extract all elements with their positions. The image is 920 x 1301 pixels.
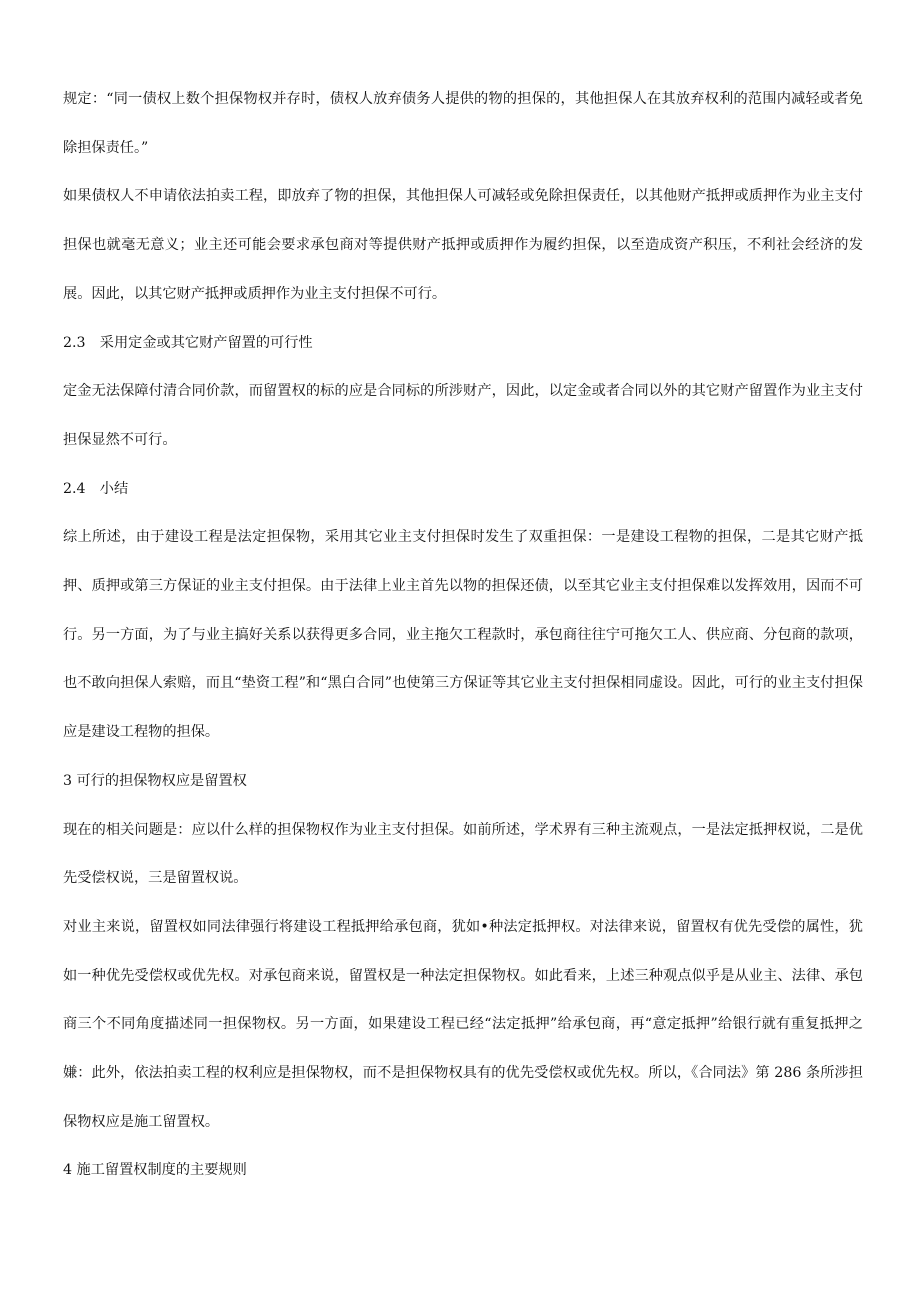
paragraph-guarantee-rule: 规定：“同一债权上数个担保物权并存时，债权人放弃债务人提供的物的担保的，其他担保人在其放弃权利的范围内减轻或者免除担保责任。” [63,91,863,156]
document-page [63,75,863,1195]
paragraph-lien-analysis: 对业主来说，留置权如同法律强行将建设工程抵押给承包商，犹如•种法定抵押权。对法律来说，留置权有优先受偿的属性，犹如一种优先受偿权或优先权。对承包商来说，留置权是一种法定担保物权。如此看来，上述三种观点似乎是从业主、法律、承包商三个不同角度描述同一担保物权。另一方面，如果建设工程已经“法定抵押”给承包商，再“意定抵押”给银行就有重复抵押之嫌：此外，依法拍卖工程的权利应是担保物权，而不是担保物权具有的优先受偿权或优先权。所以，《合同法》第 286 条所涉担保物权应是施工留置权。 [63,918,863,1130]
section-heading-3: 3 可行的担保物权应是留置权 [63,772,247,789]
paragraph-abandon-guarantee: 如果债权人不申请依法拍卖工程，即放弃了物的担保，其他担保人可减轻或免除担保责任，以其他财产抵押或质押作为业主支付担保也就毫无意义；业主还可能会要求承包商对等提供财产抵押或质押作为履约担保，以至造成资产积压，不利社会经济的发展。因此，以其它财产抵押或质押作为业主支付担保不可行。 [63,188,863,302]
section-heading-2-4: 2.4 小结 [63,480,129,497]
paragraph-deposit-lien: 定金无法保障付清合同价款，而留置权的标的应是合同标的所涉财产，因此，以定金或者合同以外的其它财产留置作为业主支付担保显然不可行。 [63,383,863,448]
paragraph-summary: 综上所述，由于建设工程是法定担保物，采用其它业主支付担保时发生了双重担保：一是建设工程物的担保，二是其它财产抵押、质押或第三方保证的业主支付担保。由于法律上业主首先以物的担保还债，以至其它业主支付担保难以发挥效用，因而不可行。另一方面，为了与业主搞好关系以获得更多合同，业主拖欠工程款时，承包商往往宁可拖欠工人、供应商、分包商的款项，也不敢向担保人索赔，而且“垫资工程”和“黑白合同”也使第三方保证等其它业主支付担保相同虚设。因此，可行的业主支付担保应是建设工程物的担保。 [63,529,863,741]
section-heading-4: 4 施工留置权制度的主要规则 [63,1162,247,1179]
section-heading-2-3: 2.3 采用定金或其它财产留置的可行性 [63,334,313,351]
paragraph-related-issue: 现在的相关问题是：应以什么样的担保物权作为业主支付担保。如前所述，学术界有三种主流观点，一是法定抵押权说，二是优先受偿权说，三是留置权说。 [63,821,863,887]
